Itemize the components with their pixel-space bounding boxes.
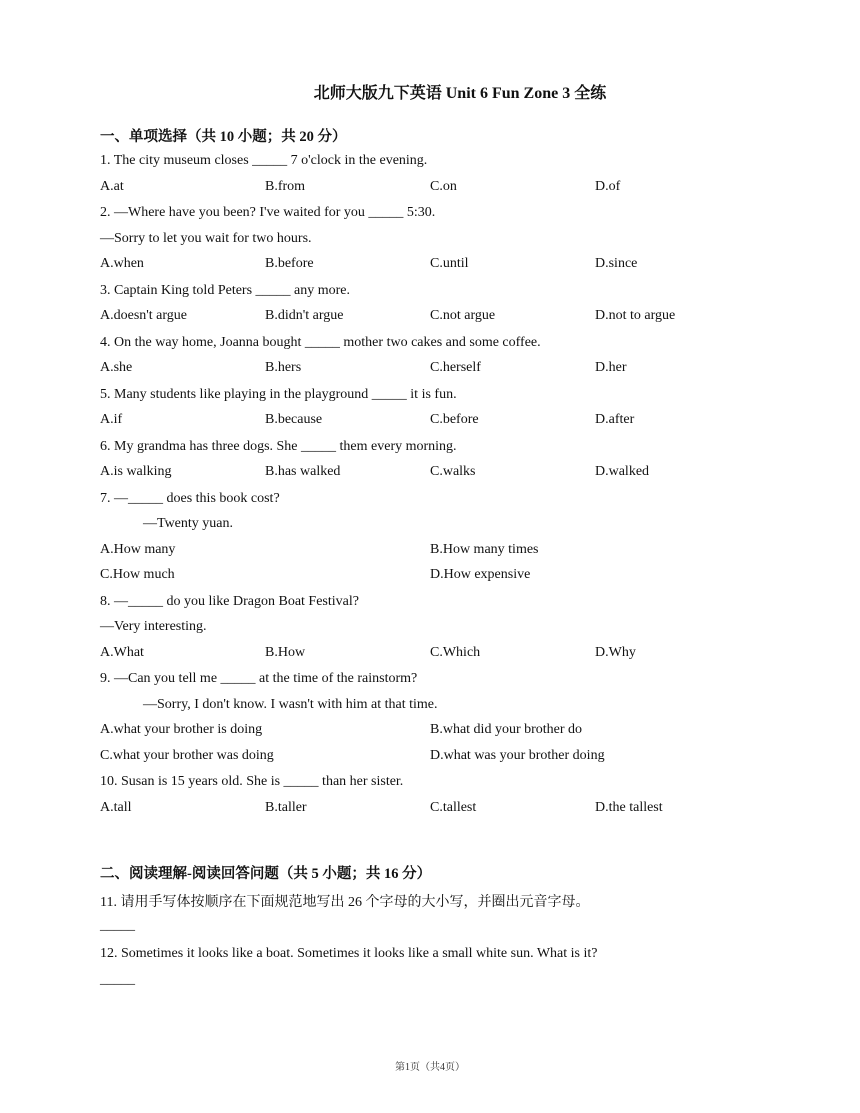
question-6-stem: 6. My grandma has three dogs. She _____ them every morning. — [100, 439, 457, 454]
question-7-option-d: D.How expensive — [430, 567, 531, 582]
question-2-option-d: D.since — [595, 256, 638, 271]
question-8-stem: 8. —_____ do you like Dragon Boat Festival? — [100, 594, 359, 609]
question-12-stem: 12. Sometimes it looks like a boat. Sometimes it looks like a small white sun. What is it? — [100, 946, 598, 961]
question-12-answer-blank: _____ — [100, 972, 135, 987]
question-1-stem: 1. The city museum closes _____ 7 o'clock in the evening. — [100, 153, 428, 168]
document-title: 北师大版九下英语 Unit 6 Fun Zone 3 全练 — [313, 85, 607, 102]
question-6-option-a: A.is walking — [100, 464, 172, 479]
question-11-stem: 11. 请用手写体按顺序在下面规范地写出 26 个字母的大小写，并圈出元音字母。 — [100, 895, 590, 910]
question-9-option-c: C.what your brother was doing — [100, 748, 274, 763]
question-5-option-c: C.before — [430, 412, 479, 427]
question-8-reply: —Very interesting. — [100, 619, 207, 634]
page-footer: 第1页（共4页） — [395, 1062, 465, 1073]
question-2-option-c: C.until — [430, 256, 469, 271]
question-10-option-d: D.the tallest — [595, 800, 663, 815]
question-4-option-a: A.she — [100, 360, 133, 375]
question-3-stem: 3. Captain King told Peters _____ any more. — [100, 283, 351, 298]
question-2-stem: 2. —Where have you been? I've waited for you _____ 5:30. — [100, 205, 436, 220]
question-7-option-c: C.How much — [100, 567, 175, 582]
question-5-stem: 5. Many students like playing in the playground _____ it is fun. — [100, 387, 457, 402]
question-3-option-d: D.not to argue — [595, 308, 676, 323]
question-9-option-d: D.what was your brother doing — [430, 748, 605, 763]
question-6-option-d: D.walked — [595, 464, 650, 479]
question-4-stem: 4. On the way home, Joanna bought _____ mother two cakes and some coffee. — [100, 335, 541, 350]
question-6-option-b: B.has walked — [265, 464, 341, 479]
question-4-option-b: B.hers — [265, 360, 302, 375]
question-10-stem: 10. Susan is 15 years old. She is _____ than her sister. — [100, 774, 404, 789]
question-5-option-a: A.if — [100, 412, 123, 427]
question-5-option-b: B.because — [265, 412, 323, 427]
question-11-answer-blank: _____ — [100, 918, 135, 933]
question-2-reply: —Sorry to let you wait for two hours. — [100, 231, 312, 246]
question-2-option-a: A.when — [100, 256, 144, 271]
question-9-option-a: A.what your brother is doing — [100, 722, 263, 737]
question-1-option-d: D.of — [595, 179, 621, 194]
question-6-option-c: C.walks — [430, 464, 476, 479]
section-1-heading: 一、单项选择（共 10 小题；共 20 分） — [100, 129, 347, 145]
question-10-option-b: B.taller — [265, 800, 307, 815]
question-3-option-a: A.doesn't argue — [100, 308, 188, 323]
question-9-option-b: B.what did your brother do — [430, 722, 583, 737]
question-1-option-a: A.at — [100, 179, 124, 194]
question-1-option-b: B.from — [265, 179, 306, 194]
question-8-option-b: B.How — [265, 645, 306, 660]
question-7-option-a: A.How many — [100, 542, 176, 557]
question-8-option-c: C.Which — [430, 645, 481, 660]
question-2-option-b: B.before — [265, 256, 314, 271]
question-4-option-c: C.herself — [430, 360, 481, 375]
question-5-option-d: D.after — [595, 412, 635, 427]
question-10-option-c: C.tallest — [430, 800, 477, 815]
question-9-stem: 9. —Can you tell me _____ at the time of the rainstorm? — [100, 671, 418, 686]
question-7-stem: 7. —_____ does this book cost? — [100, 491, 280, 506]
question-8-option-a: A.What — [100, 645, 144, 660]
question-8-option-d: D.Why — [595, 645, 636, 660]
question-1-option-c: C.on — [430, 179, 457, 194]
question-3-option-c: C.not argue — [430, 308, 496, 323]
question-3-option-b: B.didn't argue — [265, 308, 344, 323]
question-9-reply: —Sorry, I don't know. I wasn't with him at that time. — [143, 697, 438, 712]
question-7-option-b: B.How many times — [430, 542, 539, 557]
question-7-reply: —Twenty yuan. — [143, 516, 234, 531]
section-2-heading: 二、阅读理解-阅读回答问题（共 5 小题；共 16 分） — [100, 866, 432, 882]
question-10-option-a: A.tall — [100, 800, 132, 815]
question-4-option-d: D.her — [595, 360, 627, 375]
